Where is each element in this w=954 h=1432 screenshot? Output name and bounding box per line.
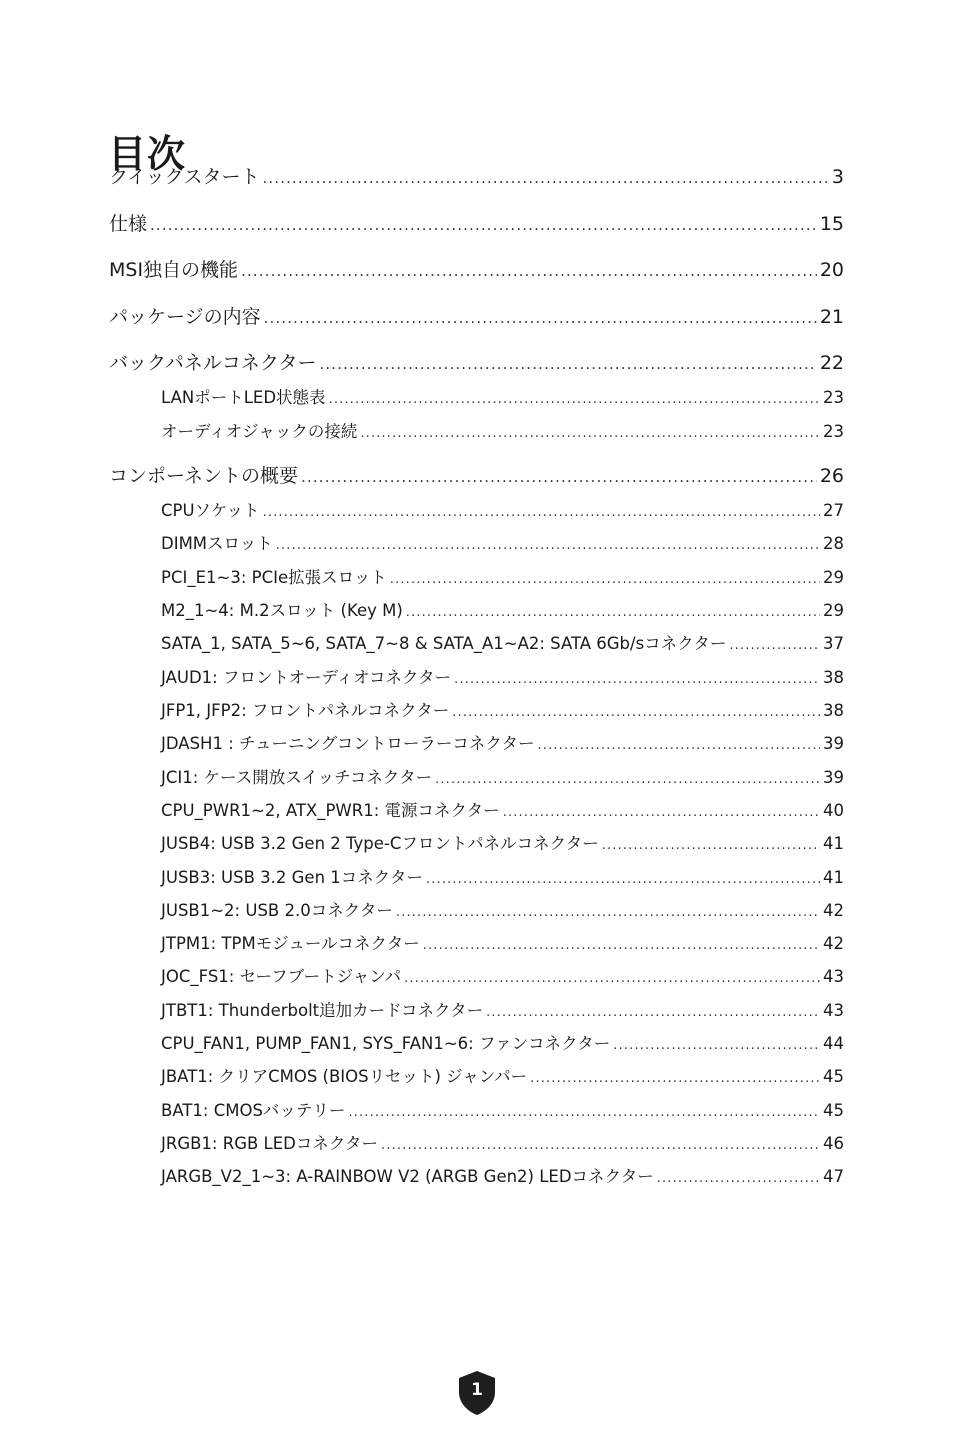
toc-subentry[interactable] bbox=[161, 930, 844, 954]
toc-entry-label: CPU_FAN1, PUMP_FAN1, SYS_FAN1~6: ファンコネクター bbox=[161, 1034, 611, 1053]
dot-leader bbox=[263, 505, 820, 520]
dot-leader bbox=[264, 310, 817, 327]
dot-leader bbox=[319, 356, 816, 373]
page-number-badge bbox=[457, 1370, 497, 1416]
toc-subentry[interactable] bbox=[161, 597, 844, 621]
toc-entry-label: コンポーネントの概要 bbox=[109, 465, 299, 487]
toc-entry-page: 28 bbox=[823, 534, 844, 553]
toc-entry-page: 22 bbox=[819, 352, 844, 374]
dot-leader bbox=[241, 263, 817, 280]
dot-leader bbox=[404, 971, 820, 986]
toc-entry-quick-start[interactable] bbox=[109, 162, 844, 189]
toc-subentry[interactable] bbox=[161, 830, 844, 854]
toc-entry-page: 47 bbox=[823, 1167, 844, 1186]
dot-leader bbox=[435, 772, 820, 787]
toc-subentry[interactable] bbox=[161, 730, 844, 754]
dot-leader bbox=[486, 1005, 820, 1020]
toc-entry-label: JUSB3: USB 3.2 Gen 1コネクター bbox=[161, 868, 423, 887]
toc-entry-page: 26 bbox=[819, 465, 844, 487]
toc-entry-label: JUSB1~2: USB 2.0コネクター bbox=[161, 901, 393, 920]
toc-subentry[interactable] bbox=[161, 797, 844, 821]
toc-entry-label: JBAT1: クリアCMOS (BIOSリセット) ジャンパー bbox=[161, 1067, 528, 1086]
toc-entry-label: クイックスタート bbox=[109, 166, 260, 188]
toc-subentry[interactable] bbox=[161, 1130, 844, 1154]
toc-subentry[interactable] bbox=[161, 1097, 844, 1121]
toc-subentry[interactable] bbox=[161, 564, 844, 588]
toc-entry-page: 44 bbox=[823, 1034, 844, 1053]
dot-leader bbox=[301, 469, 817, 486]
dot-leader bbox=[329, 392, 820, 407]
toc-entry-page: 45 bbox=[823, 1101, 844, 1120]
toc-entry-label: JAUD1: フロントオーディオコネクター bbox=[161, 668, 452, 687]
dot-leader bbox=[276, 538, 820, 553]
toc-entry-label: JFP1, JFP2: フロントパネルコネクター bbox=[161, 701, 450, 720]
toc-subentry[interactable] bbox=[161, 963, 844, 987]
toc-entry-page: 39 bbox=[823, 768, 844, 787]
dot-leader bbox=[452, 705, 820, 720]
page-number: 1 bbox=[471, 1380, 483, 1400]
toc-entry-label: JOC_FS1: セーフブートジャンパ bbox=[161, 967, 402, 986]
dot-leader bbox=[530, 1071, 820, 1086]
toc-entry-msi-features[interactable] bbox=[109, 255, 844, 282]
toc-entry-label: バックパネルコネクター bbox=[109, 352, 317, 374]
toc-entry-label: オーディオジャックの接続 bbox=[161, 422, 358, 441]
toc-entry-page: 40 bbox=[823, 801, 844, 820]
toc-entry-components-overview[interactable] bbox=[109, 461, 844, 488]
dot-leader bbox=[503, 805, 820, 820]
toc-entry-label: JTBT1: Thunderbolt追加カードコネクター bbox=[161, 1001, 484, 1020]
toc-entry-label: JCI1: ケース開放スイッチコネクター bbox=[161, 768, 433, 787]
toc-entry-page: 43 bbox=[823, 1001, 844, 1020]
toc-entry-label: JRGB1: RGB LEDコネクター bbox=[161, 1134, 379, 1153]
toc-entry-label: JTPM1: TPMモジュールコネクター bbox=[161, 934, 420, 953]
toc-entry-page: 38 bbox=[823, 701, 844, 720]
toc-entry-page: 15 bbox=[819, 213, 844, 235]
toc-entry-page: 21 bbox=[819, 306, 844, 328]
toc-entry-label: JUSB4: USB 3.2 Gen 2 Type-Cフロントパネルコネクター bbox=[161, 834, 599, 853]
toc-entry-page: 23 bbox=[823, 422, 844, 441]
toc-subentry[interactable] bbox=[161, 630, 844, 654]
toc-subentry[interactable] bbox=[161, 864, 844, 888]
toc-entry-page: 20 bbox=[819, 259, 844, 281]
toc-subentry[interactable] bbox=[161, 1063, 844, 1087]
toc-entry-page: 38 bbox=[823, 668, 844, 687]
toc-entry-page: 27 bbox=[823, 501, 844, 520]
toc-entry-page: 23 bbox=[823, 388, 844, 407]
dot-leader bbox=[360, 426, 820, 441]
toc-entry-package-contents[interactable] bbox=[109, 302, 844, 329]
toc-entry-label: 仕様 bbox=[109, 213, 148, 235]
toc-entry-label: SATA_1, SATA_5~6, SATA_7~8 & SATA_A1~A2: SATA 6Gb/sコネクター bbox=[161, 634, 727, 653]
toc-entry-label: JARGB_V2_1~3: A-RAINBOW V2 (ARGB Gen2) LEDコネクター bbox=[161, 1167, 654, 1186]
toc-subentry[interactable] bbox=[161, 1030, 844, 1054]
toc-subentry[interactable] bbox=[161, 497, 844, 521]
toc-entry-page: 3 bbox=[831, 166, 844, 188]
toc-entry-page: 42 bbox=[823, 901, 844, 920]
toc-entry-label: JDASH1 : チューニングコントローラーコネクター bbox=[161, 734, 535, 753]
toc-entry-page: 41 bbox=[823, 834, 844, 853]
toc-entry-label: CPUソケット bbox=[161, 501, 260, 520]
toc-entry-page: 41 bbox=[823, 868, 844, 887]
toc-subentry[interactable] bbox=[161, 697, 844, 721]
toc-entry-back-panel[interactable] bbox=[109, 348, 844, 375]
dot-leader bbox=[396, 905, 820, 920]
page-title: 目次 bbox=[108, 132, 187, 177]
toc-entry-label: DIMMスロット bbox=[161, 534, 273, 553]
toc-subentry[interactable] bbox=[161, 530, 844, 554]
dot-leader bbox=[262, 170, 828, 187]
dot-leader bbox=[729, 638, 820, 653]
dot-leader bbox=[406, 605, 820, 620]
dot-leader bbox=[423, 938, 820, 953]
toc-entry-label: PCI_E1~3: PCIe拡張スロット bbox=[161, 568, 387, 587]
dot-leader bbox=[613, 1038, 820, 1053]
toc-entry-page: 39 bbox=[823, 734, 844, 753]
dot-leader bbox=[657, 1171, 820, 1186]
dot-leader bbox=[381, 1138, 820, 1153]
dot-leader bbox=[348, 1105, 820, 1120]
toc-subentry-audio-jack[interactable] bbox=[161, 418, 844, 442]
toc-entry-page: 43 bbox=[823, 967, 844, 986]
toc-entry-label: パッケージの内容 bbox=[109, 306, 261, 328]
dot-leader bbox=[538, 738, 820, 753]
toc-entry-page: 45 bbox=[823, 1067, 844, 1086]
toc-entry-label: BAT1: CMOSバッテリー bbox=[161, 1101, 346, 1120]
dot-leader bbox=[602, 838, 820, 853]
toc-entry-label: M2_1~4: M.2スロット (Key M) bbox=[161, 601, 403, 620]
toc-subentry-lan-led[interactable] bbox=[161, 384, 844, 408]
toc-entry-page: 37 bbox=[823, 634, 844, 653]
dot-leader bbox=[454, 672, 820, 687]
toc-subentry[interactable] bbox=[161, 764, 844, 788]
dot-leader bbox=[150, 217, 817, 234]
toc-subentry[interactable] bbox=[161, 664, 844, 688]
toc-subentry[interactable] bbox=[161, 997, 844, 1021]
toc-entry-page: 29 bbox=[823, 568, 844, 587]
dot-leader bbox=[390, 572, 820, 587]
toc-entry-page: 42 bbox=[823, 934, 844, 953]
toc-entry-specifications[interactable] bbox=[109, 209, 844, 236]
toc-entry-page: 46 bbox=[823, 1134, 844, 1153]
toc-entry-label: LANポートLED状態表 bbox=[161, 388, 326, 407]
toc-subentry[interactable] bbox=[161, 1163, 844, 1187]
toc-entry-label: MSI独自の機能 bbox=[109, 259, 239, 281]
toc-subentry[interactable] bbox=[161, 897, 844, 921]
dot-leader bbox=[426, 872, 820, 887]
toc-entry-page: 29 bbox=[823, 601, 844, 620]
toc-entry-label: CPU_PWR1~2, ATX_PWR1: 電源コネクター bbox=[161, 801, 500, 820]
